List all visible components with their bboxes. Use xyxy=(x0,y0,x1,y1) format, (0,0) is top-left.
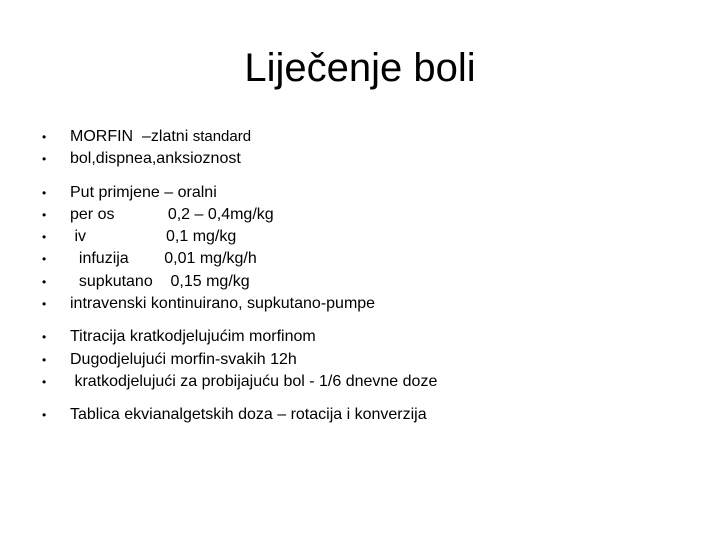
bullet-item xyxy=(42,248,702,270)
bullet-icon: • xyxy=(42,374,47,389)
bullet-text: bol,dispnea,anksioznost xyxy=(70,150,241,168)
bullet-text: Put primjene – oralni xyxy=(70,183,217,201)
bullet-item xyxy=(42,371,702,393)
bullet-item xyxy=(42,182,702,204)
bullet-text xyxy=(70,126,251,148)
bullet-text: kratkodjelujući za probijajuću bol - 1/6 dnevne doze xyxy=(70,372,438,390)
bullet-icon: • xyxy=(42,297,47,312)
bullet-text: per os 0,2 – 0,4mg/kg xyxy=(70,205,274,223)
bullet-item xyxy=(42,204,702,226)
bullet-text-suffix: standard xyxy=(192,128,252,145)
bullet-text: intravenski kontinuirano, supkutano-pumpe xyxy=(70,295,376,313)
bullet-group-administration xyxy=(42,182,702,316)
bullet-icon: • xyxy=(42,274,47,289)
bullet-group-table xyxy=(42,404,702,426)
bullet-icon: • xyxy=(42,185,47,200)
bullet-group-titration xyxy=(42,326,702,393)
slide-body xyxy=(42,126,702,427)
bullet-text: infuzija 0,01 mg/kg/h xyxy=(70,250,257,268)
bullet-icon: • xyxy=(42,330,47,345)
bullet-group-morphine xyxy=(42,126,702,171)
bullet-item xyxy=(42,126,702,148)
bullet-text: iv 0,1 mg/kg xyxy=(70,228,237,246)
bullet-icon: • xyxy=(42,408,47,423)
bullet-item xyxy=(42,226,702,248)
bullet-icon: • xyxy=(42,152,47,167)
bullet-item xyxy=(42,293,702,315)
bullet-icon: • xyxy=(42,130,47,144)
bullet-icon: • xyxy=(42,252,47,267)
bullet-icon: • xyxy=(42,352,47,367)
bullet-item xyxy=(42,349,702,371)
bullet-text-main: MORFIN –zlatni xyxy=(70,128,193,145)
slide-title: Liječenje boli xyxy=(244,46,476,90)
bullet-text: Dugodjelujući morfin-svakih 12h xyxy=(70,350,297,368)
bullet-item xyxy=(42,326,702,348)
bullet-item xyxy=(42,148,702,170)
bullet-text: Titracija kratkodjelujućim morfinom xyxy=(70,328,316,346)
bullet-item xyxy=(42,271,702,293)
bullet-item xyxy=(42,404,702,426)
bullet-icon: • xyxy=(42,207,47,222)
bullet-text: Tablica ekvianalgetskih doza – rotacija i konverzija xyxy=(70,406,427,424)
bullet-text: supkutano 0,15 mg/kg xyxy=(70,272,250,290)
bullet-icon: • xyxy=(42,230,47,245)
